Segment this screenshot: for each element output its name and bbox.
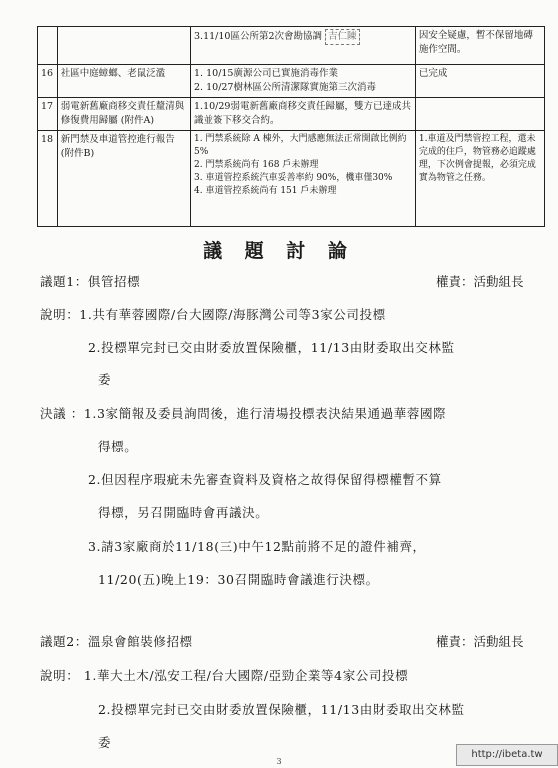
handling-line: 1. 門禁系統除 A 棟外，大門感應無法正常開啟比例約 5% [194, 134, 407, 157]
responsibility-label: 權責：活動組長 [436, 634, 524, 649]
responsibility-label: 權責：活動組長 [436, 274, 524, 289]
topic-title: 議題2：溫泉會館裝修招標 [40, 634, 193, 649]
description-line: 2.投標單完封已交由財委放置保險櫃，11/13由財委取出交林監 [88, 340, 455, 355]
topic-title: 議題1：俱管招標 [40, 274, 141, 289]
handling-cell [191, 65, 416, 98]
note-cell: 已完成 [415, 65, 544, 98]
handling-cell [191, 98, 416, 131]
minutes-table [37, 26, 545, 227]
item-cell: 社區中庭蟑螂、老鼠泛濫 [57, 65, 190, 98]
table-row [38, 131, 545, 227]
handling-line: 2. 10/27樹林區公所清潔隊實施第三次消毒 [194, 82, 376, 93]
resolution-line: 得標，另召開臨時會再議決。 [98, 505, 269, 520]
resolution-line: 11/20(五)晚上19：30召開臨時會議進行決標。 [98, 572, 379, 587]
site-watermark: http://ibeta.tw [456, 744, 558, 766]
row-number-cell [38, 27, 58, 65]
page-number: 3 [276, 757, 282, 766]
handling-line: 1. 10/15廣源公司已實施消毒作業 [194, 68, 338, 79]
handling-line: 3. 車道管控系統汽車妥善率約 90%，機車僅30% [194, 173, 393, 183]
note-cell: 因安全疑慮，暫不保留地磚施作空間。 [415, 27, 544, 65]
handling-line: 4. 車道管控系統尚有 151 戶未辦理 [194, 186, 337, 196]
resolution-line: 2.但因程序瑕疵未先審查資料及資格之故得保留得標權暫不算 [88, 472, 442, 487]
resolution-line: 3.請3家廠商於11/18(三)中午12點前將不足的證件補齊， [88, 539, 426, 554]
item-cell: 弱電新舊廠商移交責任釐清與修復費用歸屬 (附件A) [57, 98, 190, 131]
section-heading: 議 題 討 論 [203, 240, 355, 262]
handling-line: 1.10/29弱電新舊廠商移交責任歸屬，雙方已達成共識並簽下移交合約。 [194, 101, 411, 126]
seal-stamp: 吉仁陳 [325, 29, 360, 45]
note-cell [415, 98, 544, 131]
row-number-cell: 18 [38, 131, 58, 227]
row-number-cell: 17 [38, 98, 58, 131]
note-cell: 1.車道及門禁管控工程，還未完成的住戶，物管務必追蹤處理，下次例會提報，必須完成實為物管之任務。 [415, 131, 544, 227]
handling-line: 3.11/10區公所第2次會勘協調 [194, 31, 323, 42]
description-line: 2.投標單完封已交由財委放置保險櫃，11/13由財委取出交林監 [98, 702, 465, 717]
description-line: 委 [98, 372, 112, 387]
description-line: 說明： 1.華大土木/泓安工程/台大國際/亞勁企業等4家公司投標 [40, 668, 409, 683]
table-row [38, 98, 545, 131]
item-cell: 新門禁及車道管控進行報告 (附件B) [57, 131, 190, 227]
table-row [38, 27, 545, 65]
resolution-line: 決議 ：1.3家簡報及委員詢問後，進行清場投標表決結果通過華蓉國際 [40, 406, 447, 421]
handling-line: 2. 門禁系統尚有 168 戶未辦理 [194, 160, 319, 170]
resolution-line: 得標。 [98, 439, 138, 454]
description-line: 說明：1.共有華蓉國際/台大國際/海豚灣公司等3家公司投標 [40, 307, 386, 322]
description-line: 委 [98, 735, 112, 750]
handling-cell [191, 27, 416, 65]
handling-cell [191, 131, 416, 227]
table-row [38, 65, 545, 98]
row-number-cell: 16 [38, 65, 58, 98]
item-cell [57, 27, 190, 65]
